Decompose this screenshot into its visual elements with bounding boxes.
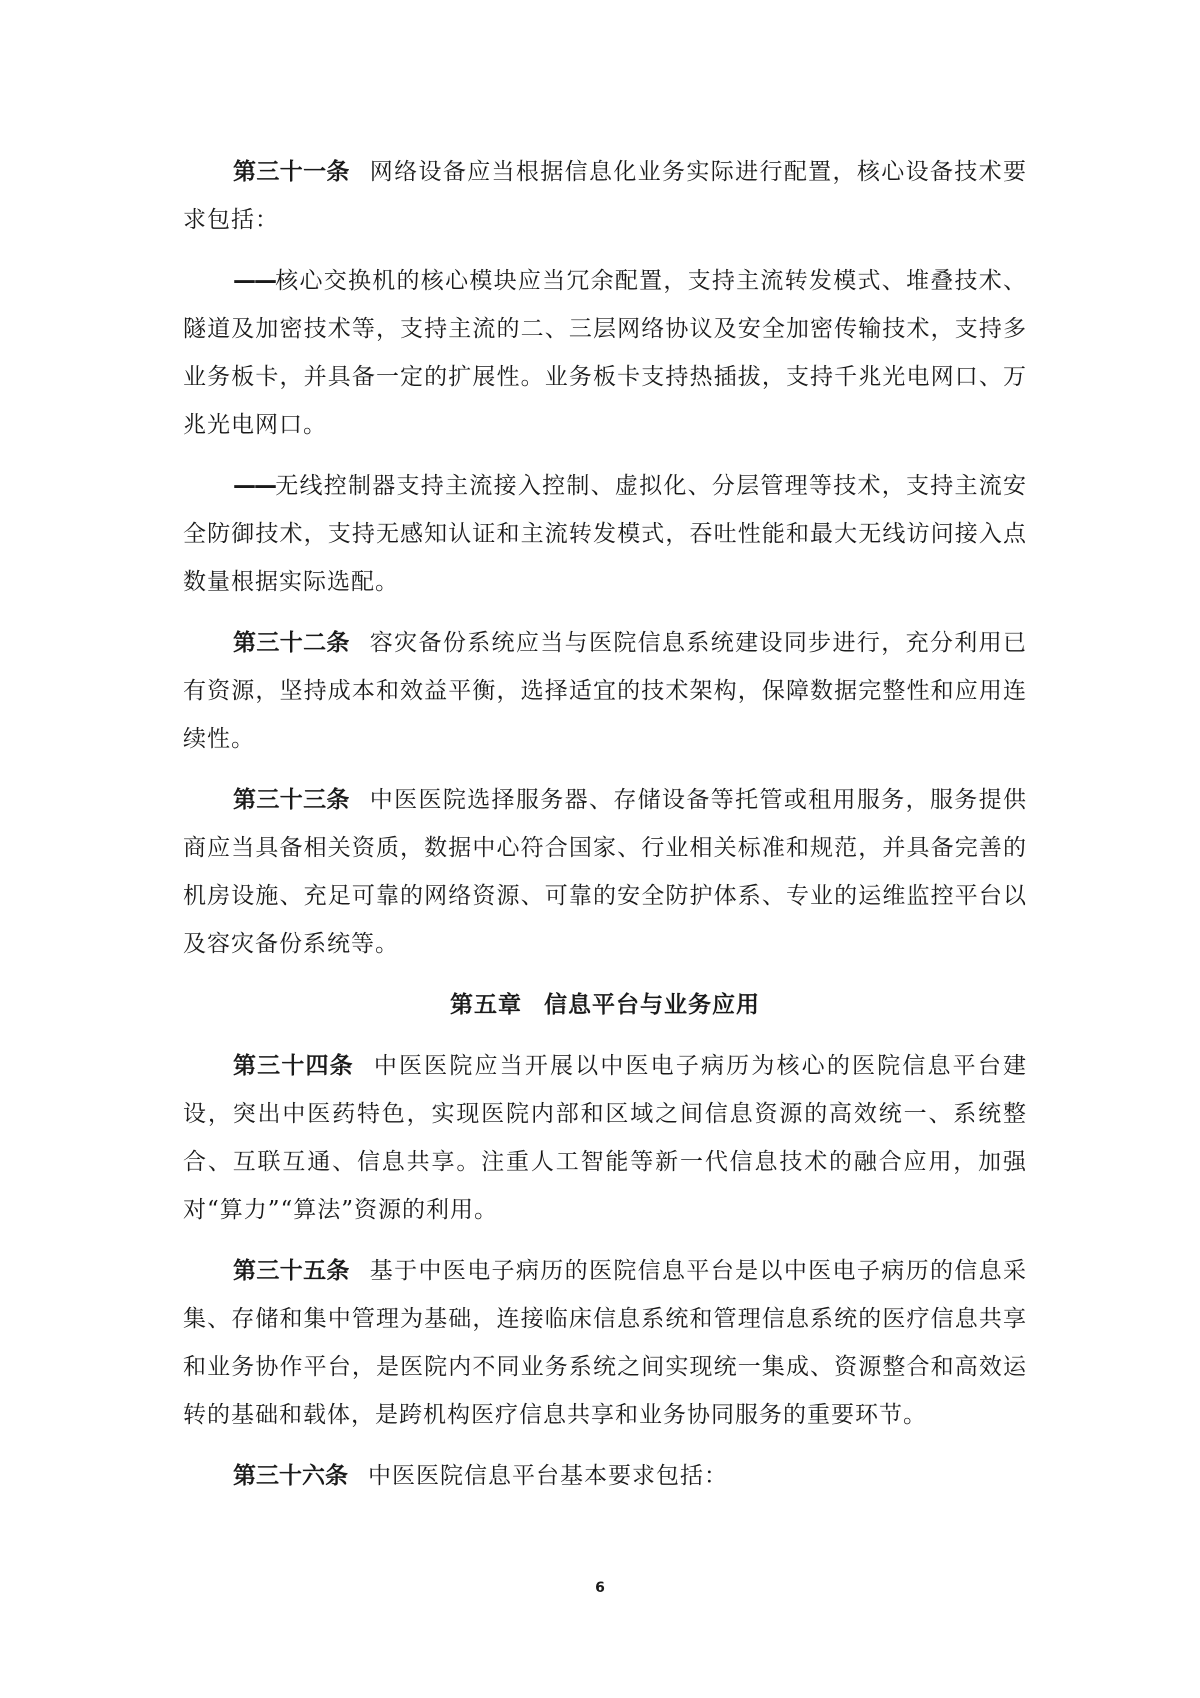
chapter-title: 信息平台与业务应用 <box>544 992 760 1018</box>
article-text: 中医医院选择服务器、存储设备等托管或租用服务，服务提供商应当具备相关资质，数据中心符合国家、行业相关标准和规范，并具备完善的机房设施、充足可靠的网络资源、可靠的安全防护体系、专业的运维监控平台以及容灾备份系统等。 <box>183 787 1028 957</box>
article-number: 第三十四条 <box>233 1053 354 1079</box>
item-text: 核心交换机的核心模块应当冗余配置，支持主流转发模式、堆叠技术、隧道及加密技术等，支持主流的二、三层网络协议及安全加密传输技术，支持多业务板卡，并具备一定的扩展性。业务板卡支持热插拔，支持千兆光电网口、万兆光电网口。 <box>183 268 1027 438</box>
chapter-heading <box>183 981 1027 1029</box>
article-text: 容灾备份系统应当与医院信息系统建设同步进行，充分利用已有资源，坚持成本和效益平衡，选择适宜的技术架构，保障数据完整性和应用连续性。 <box>183 630 1028 752</box>
dash-marker: —— <box>233 268 275 294</box>
article-31 <box>183 148 1027 244</box>
article-number: 第三十三条 <box>233 787 350 813</box>
dash-marker: —— <box>233 473 275 499</box>
article-text: 中医医院信息平台基本要求包括： <box>368 1463 728 1489</box>
article-31-item-1 <box>183 257 1027 449</box>
article-35 <box>183 1247 1027 1439</box>
article-text: 网络设备应当根据信息化业务实际进行配置，核心设备技术要求包括： <box>183 159 1028 233</box>
page-number: 6 <box>595 1580 605 1596</box>
article-number: 第三十一条 <box>233 159 350 185</box>
document-body <box>183 148 1027 1513</box>
article-36 <box>183 1452 1027 1500</box>
article-31-item-2 <box>183 462 1027 606</box>
article-number: 第三十五条 <box>233 1258 350 1284</box>
article-33 <box>183 776 1027 968</box>
article-number: 第三十二条 <box>233 630 350 656</box>
article-text: 中医医院应当开展以中医电子病历为核心的医院信息平台建设，突出中医药特色，实现医院内部和区域之间信息资源的高效统一、系统整合、互联互通、信息共享。注重人工智能等新一代信息技术的融合应用，加强对“算力”“算法”资源的利用。 <box>183 1053 1028 1223</box>
chapter-number: 第五章 <box>450 992 522 1018</box>
item-text: 无线控制器支持主流接入控制、虚拟化、分层管理等技术，支持主流安全防御技术，支持无感知认证和主流转发模式，吞吐性能和最大无线访问接入点数量根据实际选配。 <box>183 473 1027 595</box>
article-32 <box>183 619 1027 763</box>
article-text: 基于中医电子病历的医院信息平台是以中医电子病历的信息采集、存储和集中管理为基础，连接临床信息系统和管理信息系统的医疗信息共享和业务协作平台，是医院内不同业务系统之间实现统一集成、资源整合和高效运转的基础和载体，是跨机构医疗信息共享和业务协同服务的重要环节。 <box>183 1258 1028 1428</box>
article-number: 第三十六条 <box>233 1463 348 1489</box>
article-34 <box>183 1042 1027 1234</box>
